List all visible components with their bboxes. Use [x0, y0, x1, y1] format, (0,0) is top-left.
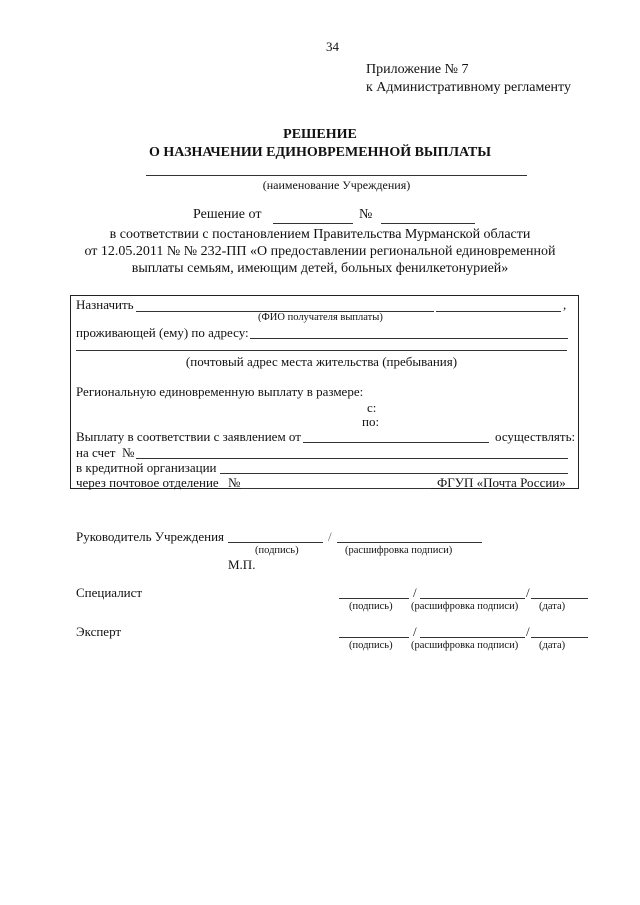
decision-number-sign: №: [359, 207, 373, 222]
specialist-date-caption: (дата): [539, 601, 566, 612]
appendix-regulation: к Административному регламенту: [366, 80, 571, 95]
head-signature-caption: (подпись): [255, 545, 299, 556]
credit-org-label: в кредитной организации: [76, 460, 217, 475]
page-number: 34: [326, 39, 339, 54]
assign-label: Назначить: [76, 297, 134, 312]
address-caption: (почтовый адрес места жительства (пребывания): [185, 354, 458, 369]
account-number-field[interactable]: [136, 458, 568, 459]
decision-line-2: от 12.05.2011 № № 232-ПП «О предоставлении региональной единовременной: [84, 244, 556, 259]
address-field-line-2[interactable]: [76, 350, 567, 351]
specialist-label: Специалист: [76, 585, 143, 600]
recipient-fio-extra-field[interactable]: [436, 311, 561, 312]
specialist-signature-caption: (подпись): [349, 601, 393, 612]
expert-slash-1: /: [413, 624, 417, 639]
to-label: по:: [362, 414, 380, 429]
expert-date-caption: (дата): [539, 640, 566, 651]
decision-prefix: Решение от: [193, 207, 262, 222]
application-date-field[interactable]: [303, 442, 489, 443]
head-signature-decode-field[interactable]: [337, 542, 482, 543]
decision-number-field[interactable]: [381, 223, 475, 224]
institution-name-line[interactable]: [146, 175, 527, 176]
payment-label: Региональную единовременную выплату в размере:: [76, 384, 364, 399]
application-label: Выплату в соответствии с заявлением от: [76, 429, 301, 444]
decision-date-field[interactable]: [273, 223, 353, 224]
specialist-signature-field[interactable]: [339, 598, 409, 599]
post-office-number-field[interactable]: [241, 488, 431, 489]
specialist-date-field[interactable]: [531, 598, 588, 599]
expert-label: Эксперт: [76, 624, 122, 639]
from-label: с:: [367, 400, 377, 415]
assign-comma: ,: [563, 297, 567, 312]
head-signature-field[interactable]: [228, 542, 323, 543]
title-line-2: О НАЗНАЧЕНИИ ЕДИНОВРЕМЕННОЙ ВЫПЛАТЫ: [149, 145, 491, 160]
expert-signature-field[interactable]: [339, 637, 409, 638]
institution-caption: (наименование Учреждения): [262, 178, 411, 192]
stamp-label: М.П.: [228, 557, 256, 572]
post-office-label: через почтовое отделение: [76, 475, 219, 490]
post-office-number-sign: №: [228, 475, 241, 490]
expert-slash-2: /: [526, 624, 530, 639]
expert-date-field[interactable]: [531, 637, 588, 638]
title-line-1: РЕШЕНИЕ: [283, 127, 357, 142]
head-signature-slash: /: [328, 529, 332, 544]
expert-decode-caption: (расшифровка подписи): [411, 640, 519, 651]
specialist-slash-2: /: [526, 585, 530, 600]
post-office-suffix: ФГУП «Почта России»: [437, 475, 566, 490]
decision-line-3: выплаты семьям, имеющим детей, больных фенилкетонурией»: [131, 261, 509, 276]
expert-decode-field[interactable]: [420, 637, 525, 638]
address-field[interactable]: [250, 338, 568, 339]
fio-caption: (ФИО получателя выплаты): [258, 312, 383, 323]
account-number-sign: №: [122, 445, 135, 460]
account-label: на счет: [76, 445, 116, 460]
expert-signature-caption: (подпись): [349, 640, 393, 651]
application-suffix: осуществлять:: [495, 429, 576, 444]
address-label: проживающей (ему) по адресу:: [76, 325, 249, 340]
specialist-decode-caption: (расшифровка подписи): [411, 601, 519, 612]
specialist-slash-1: /: [413, 585, 417, 600]
credit-org-field[interactable]: [220, 473, 568, 474]
head-signature-label: Руководитель Учреждения: [76, 529, 225, 544]
decision-line-1: в соответствии с постановлением Правительства Мурманской области: [109, 227, 531, 242]
head-decode-caption: (расшифровка подписи): [345, 545, 453, 556]
appendix-number: Приложение № 7: [366, 62, 469, 77]
specialist-decode-field[interactable]: [420, 598, 525, 599]
